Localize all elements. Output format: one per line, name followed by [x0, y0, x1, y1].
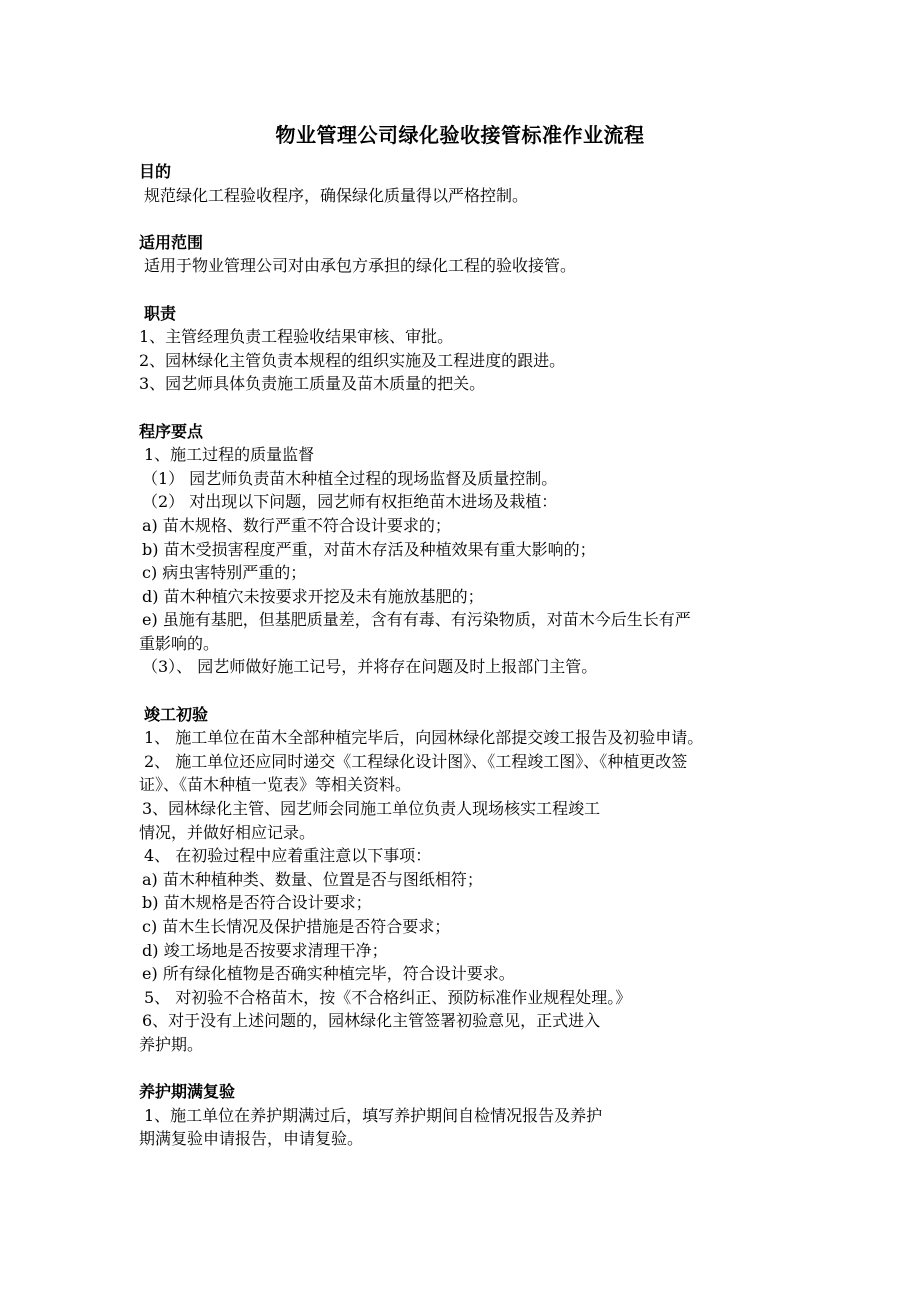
- spacer: [139, 396, 789, 420]
- body-line: 1、施工过程的质量监督: [144, 445, 315, 465]
- body-line: 6、对于没有上述问题的，园林绿化主管签署初验意见，正式进入: [142, 1011, 601, 1031]
- body-line: 证》、《苗木种植一览表》等相关资料。: [139, 775, 412, 795]
- body-line: 规范绿化工程验收程序，确保绿化质量得以严格控制。: [144, 185, 529, 205]
- section-purpose: [139, 160, 789, 207]
- section-duties: [139, 302, 789, 396]
- body-line: 2、园林绿化主管负责本规程的组织实施及工程进度的跟进。: [139, 350, 566, 370]
- body-line: 1、 施工单位在苗木全部种植完毕后，向园林绿化部提交竣工报告及初验申请。: [144, 728, 704, 748]
- body-line: b) 苗木规格是否符合设计要求；: [142, 893, 372, 913]
- body-line: a) 苗木规格、数行严重不符合设计要求的；: [142, 515, 451, 535]
- section-initial-inspection: [139, 703, 789, 1057]
- body-line: d) 苗木种植穴未按要求开挖及未有施放基肥的；: [142, 586, 484, 606]
- body-line: d) 竣工场地是否按要求清理干净；: [142, 940, 388, 960]
- section-heading-scope: 适用范围: [139, 232, 204, 252]
- body-line: 5、 对初验不合格苗木，按《不合格纠正、预防标准作业规程处理。》: [144, 987, 632, 1007]
- section-key-points: [139, 420, 789, 680]
- body-line: 养护期。: [139, 1034, 204, 1054]
- section-scope: [139, 231, 789, 278]
- document-body: [139, 160, 789, 1151]
- section-heading-maintenance-recheck: 养护期满复验: [139, 1082, 236, 1102]
- spacer: [139, 278, 789, 302]
- body-line: 重影响的。: [139, 633, 220, 653]
- body-line: c) 苗木生长情况及保护措施是否符合要求；: [142, 917, 451, 936]
- body-line: （3）、 园艺师做好施工记号，并将存在问题及时上报部门主管。: [142, 657, 598, 677]
- body-line: 1、施工单位在养护期满过后，填写养护期间自检情况报告及养护: [144, 1105, 603, 1125]
- body-line: 情况，并做好相应记录。: [139, 822, 316, 842]
- body-line: （2） 对出现以下问题，园艺师有权拒绝苗木进场及栽植：: [142, 492, 558, 512]
- section-heading-duties: 职责: [144, 303, 177, 323]
- body-line: b) 苗木受损害程度严重，对苗木存活及种植效果有重大影响的；: [142, 539, 596, 559]
- body-line: 期满复验申请报告，申请复验。: [139, 1129, 364, 1149]
- spacer: [139, 679, 789, 703]
- body-line: c) 病虫害特别严重的；: [142, 563, 307, 583]
- body-line: （1） 园艺师负责苗木种植全过程的现场监督及质量控制。: [142, 468, 558, 488]
- body-line: 3、园林绿化主管、园艺师会同施工单位负责人现场核实工程竣工: [142, 799, 601, 819]
- body-line: 适用于物业管理公司对由承包方承担的绿化工程的验收接管。: [144, 256, 577, 276]
- body-line: 2、 施工单位还应同时递交《工程绿化设计图》、《工程竣工图》、《种植更改签: [144, 751, 688, 771]
- body-line: e) 所有绿化植物是否确实种植完毕，符合设计要求。: [142, 964, 515, 984]
- section-maintenance-recheck: [139, 1080, 789, 1151]
- spacer: [139, 1057, 789, 1081]
- spacer: [139, 207, 789, 231]
- section-heading-initial-inspection: 竣工初验: [144, 704, 209, 724]
- body-line: 3、园艺师具体负责施工质量及苗木质量的把关。: [139, 374, 486, 394]
- section-heading-purpose: 目的: [139, 162, 172, 181]
- body-line: e) 虽施有基肥，但基肥质量差，含有有毒、有污染物质，对苗木今后生长有严: [142, 610, 691, 630]
- section-heading-key-points: 程序要点: [139, 421, 204, 441]
- document-title: 物业管理公司绿化验收接管标准作业流程: [275, 123, 645, 147]
- body-line: 4、 在初验过程中应着重注意以下事项：: [144, 846, 432, 866]
- body-line: 1、主管经理负责工程验收结果审核、审批。: [139, 327, 454, 347]
- body-line: a) 苗木种植种类、数量、位置是否与图纸相符；: [142, 869, 483, 889]
